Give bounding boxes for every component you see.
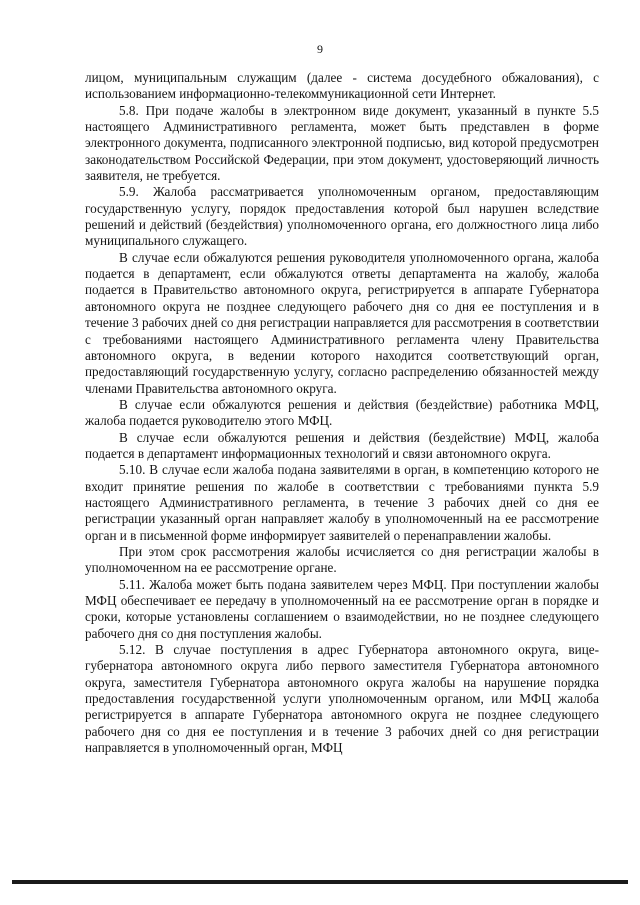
paragraph-5-9: 5.9. Жалоба рассматривается уполномоченным органом, предоставляющим государственную услугу, порядок предоставления которой был нарушен вследствие решений и действий (бездействия) уполномоченного органа, его должностного лица либо муниципального служащего. <box>85 184 599 249</box>
paragraph-mfc: В случае если обжалуются решения и действия (бездействие) МФЦ, жалоба подается в департамент информационных технологий и связи автономного округа. <box>85 429 599 461</box>
paragraph-head-complaint: В случае если обжалуются решения руководителя уполномоченного органа, жалоба подается в департамент, если обжалуются ответы департамента на жалобу, жалоба подается в Правительство автономного округа, регистрируется в аппарате Губернатора автономного округа не позднее следующего рабочего дня со дня ее поступления и в течение 3 рабочих дней со дня регистрации направляется для рассмотрения в соответствии с требованиями настоящего Административного регламента члену Правительства автономного округа, в ведении которого находится соответствующий орган, предоставляющий государственную услугу, согласно распределению обязанностей между членами Правительства автономного округа. <box>85 249 599 396</box>
paragraph-5-11: 5.11. Жалоба может быть подана заявителем через МФЦ. При поступлении жалобы МФЦ обеспечивает ее передачу в уполномоченный на ее рассмотрение орган в порядке и сроки, которые установлены соглашением о взаимодействии, но не позднее следующего рабочего дня со дня поступления жалобы. <box>85 576 599 641</box>
document-body <box>85 70 599 756</box>
paragraph-5-8: 5.8. При подаче жалобы в электронном виде документ, указанный в пункте 5.5 настоящего Административного регламента, может быть представлен в форме электронного документа, подписанного электронной подписью, вид которой предусмотрен законодательством Российской Федерации, при этом документ, удостоверяющий личность заявителя, не требуется. <box>85 102 599 184</box>
paragraph-continuation: лицом, муниципальным служащим (далее - система досудебного обжалования), с использованием информационно-телекоммуникационной сети Интернет. <box>85 70 599 102</box>
paragraph-mfc-worker: В случае если обжалуются решения и действия (бездействие) работника МФЦ, жалоба подается руководителю этого МФЦ. <box>85 396 599 429</box>
paragraph-5-12: 5.12. В случае поступления в адрес Губернатора автономного округа, вице-губернатора автономного округа либо первого заместителя Губернатора автономного округа, заместителя Губернатора автономного округа жалобы на нарушение порядка предоставления государственной услуги уполномоченным органом, или МФЦ жалоба регистрируется в аппарате Губернатора автономного округа не позднее следующего рабочего дня со дня ее поступления и в течение 3 рабочих дней со дня регистрации направляется в уполномоченный орган, МФЦ <box>85 642 599 756</box>
paragraph-term: При этом срок рассмотрения жалобы исчисляется со дня регистрации жалобы в уполномоченном на ее рассмотрение органе. <box>85 543 599 576</box>
page-number: 9 <box>317 42 323 56</box>
scan-edge-line <box>12 880 628 884</box>
paragraph-5-10: 5.10. В случае если жалоба подана заявителями в орган, в компетенцию которого не входит принятие решения по жалобе в соответствии с требованиями пункта 5.9 настоящего Административного регламента, в течение 3 рабочих дней со дня ее регистрации указанный орган направляет жалобу в уполномоченный на ее рассмотрение орган и в письменной форме информирует заявителей о перенаправлении жалобы. <box>85 462 599 543</box>
